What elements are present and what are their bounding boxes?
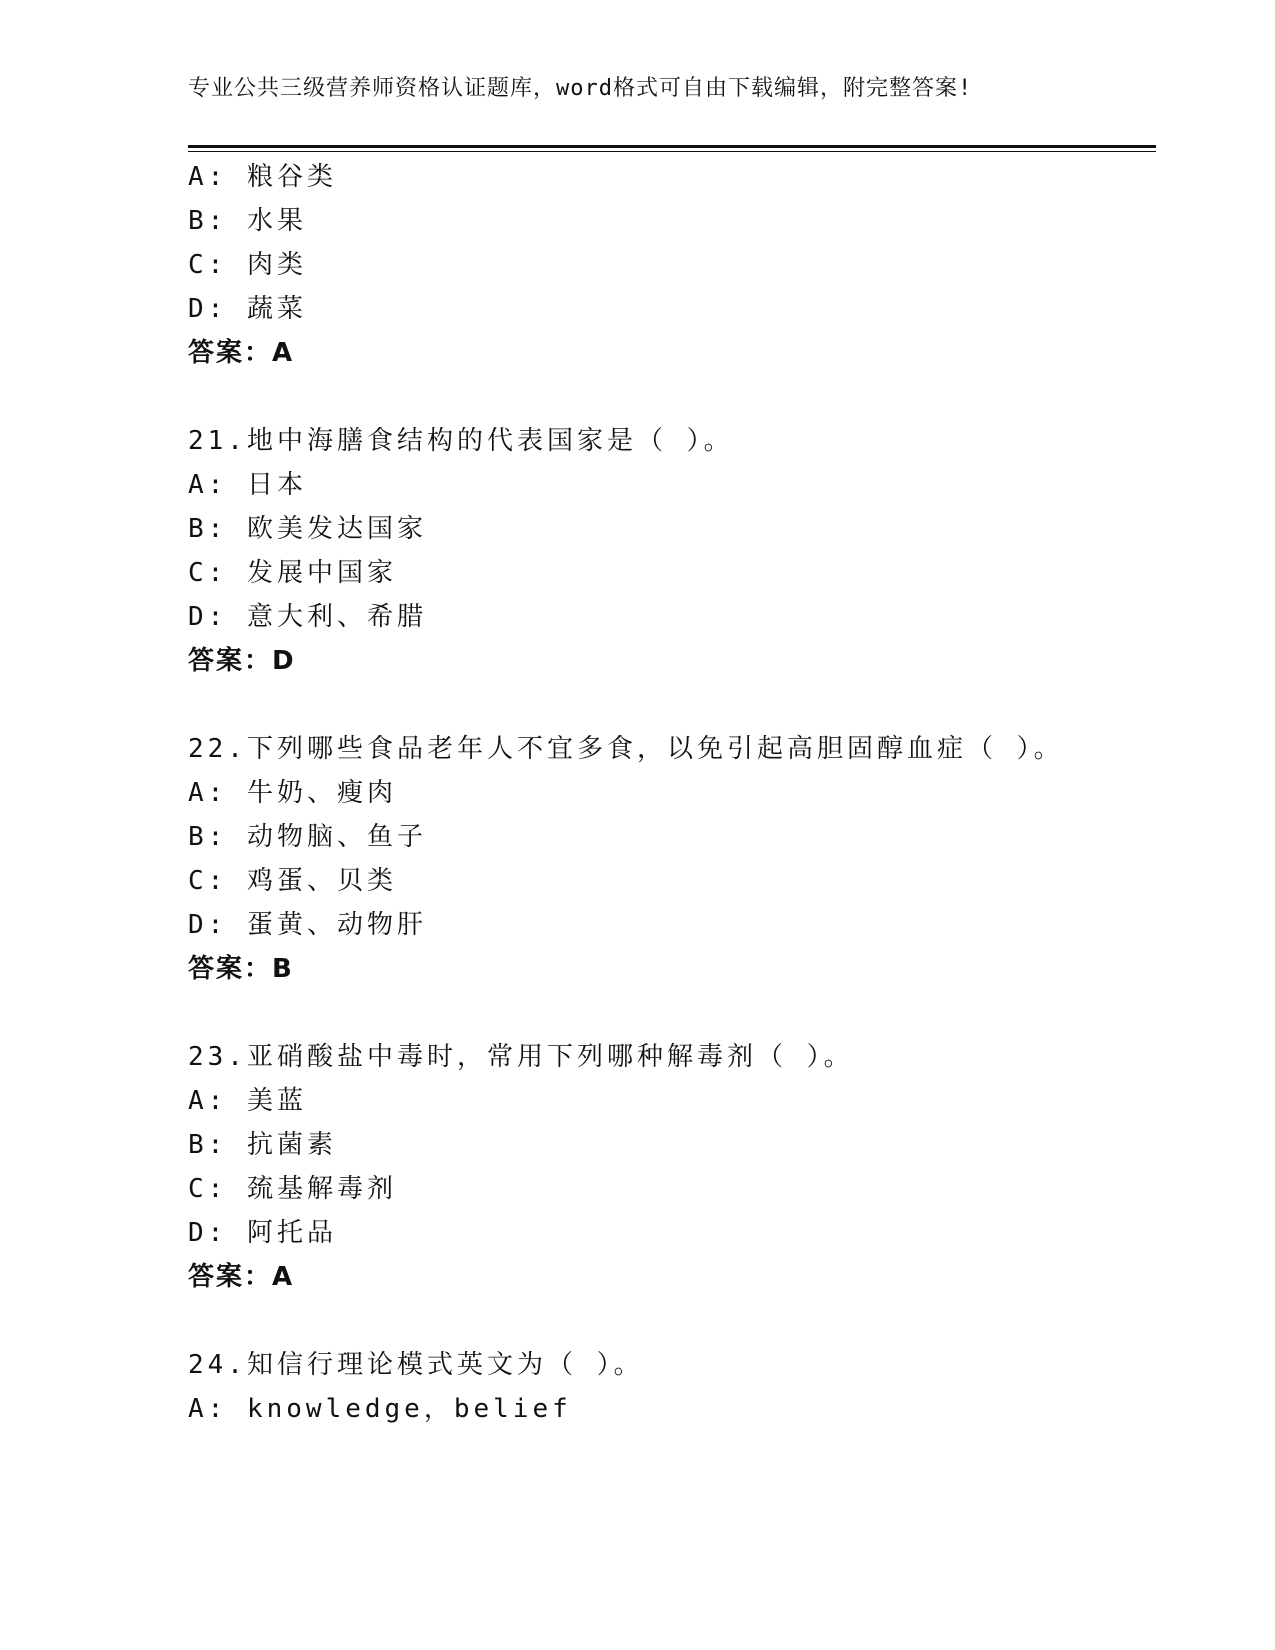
- question-23-option-c: C: 巯基解毒剂: [188, 1174, 397, 1204]
- question-23-option-a: A: 美蓝: [188, 1086, 307, 1116]
- prev-option-d: D: 蔬菜: [188, 294, 307, 324]
- question-23-stem: 23.亚硝酸盐中毒时，常用下列哪种解毒剂（ ）。: [188, 1042, 854, 1072]
- question-21-option-c: C: 发展中国家: [188, 558, 397, 588]
- question-21-option-a: A: 日本: [188, 470, 307, 500]
- question-22-option-a: A: 牛奶、瘦肉: [188, 778, 397, 808]
- prev-option-c: C: 肉类: [188, 250, 307, 280]
- header-divider-thin: [188, 151, 1156, 152]
- question-23-answer: 答案：A: [188, 1262, 295, 1292]
- question-24-stem: 24.知信行理论模式英文为（ ）。: [188, 1350, 644, 1380]
- question-22-option-c: C: 鸡蛋、贝类: [188, 866, 397, 896]
- question-21-stem: 21.地中海膳食结构的代表国家是（ ）。: [188, 426, 734, 456]
- prev-option-b: B: 水果: [188, 206, 307, 236]
- question-23-option-b: B: 抗菌素: [188, 1130, 337, 1160]
- question-23-option-d: D: 阿托品: [188, 1218, 337, 1248]
- question-22-stem: 22.下列哪些食品老年人不宜多食，以免引起高胆固醇血症（ ）。: [188, 734, 1064, 764]
- question-24-option-a: A: knowledge，belief: [188, 1394, 572, 1424]
- header-divider-thick: [188, 145, 1156, 148]
- page-header: 专业公共三级营养师资格认证题库，word格式可自由下载编辑，附完整答案!: [188, 76, 973, 101]
- question-22-answer: 答案：B: [188, 954, 294, 984]
- prev-answer: 答案：A: [188, 338, 295, 368]
- question-22-option-b: B: 动物脑、鱼子: [188, 822, 427, 852]
- question-21-option-b: B: 欧美发达国家: [188, 514, 427, 544]
- question-22-option-d: D: 蛋黄、动物肝: [188, 910, 427, 940]
- question-21-option-d: D: 意大利、希腊: [188, 602, 427, 632]
- prev-option-a: A: 粮谷类: [188, 162, 337, 192]
- question-21-answer: 答案：D: [188, 646, 296, 676]
